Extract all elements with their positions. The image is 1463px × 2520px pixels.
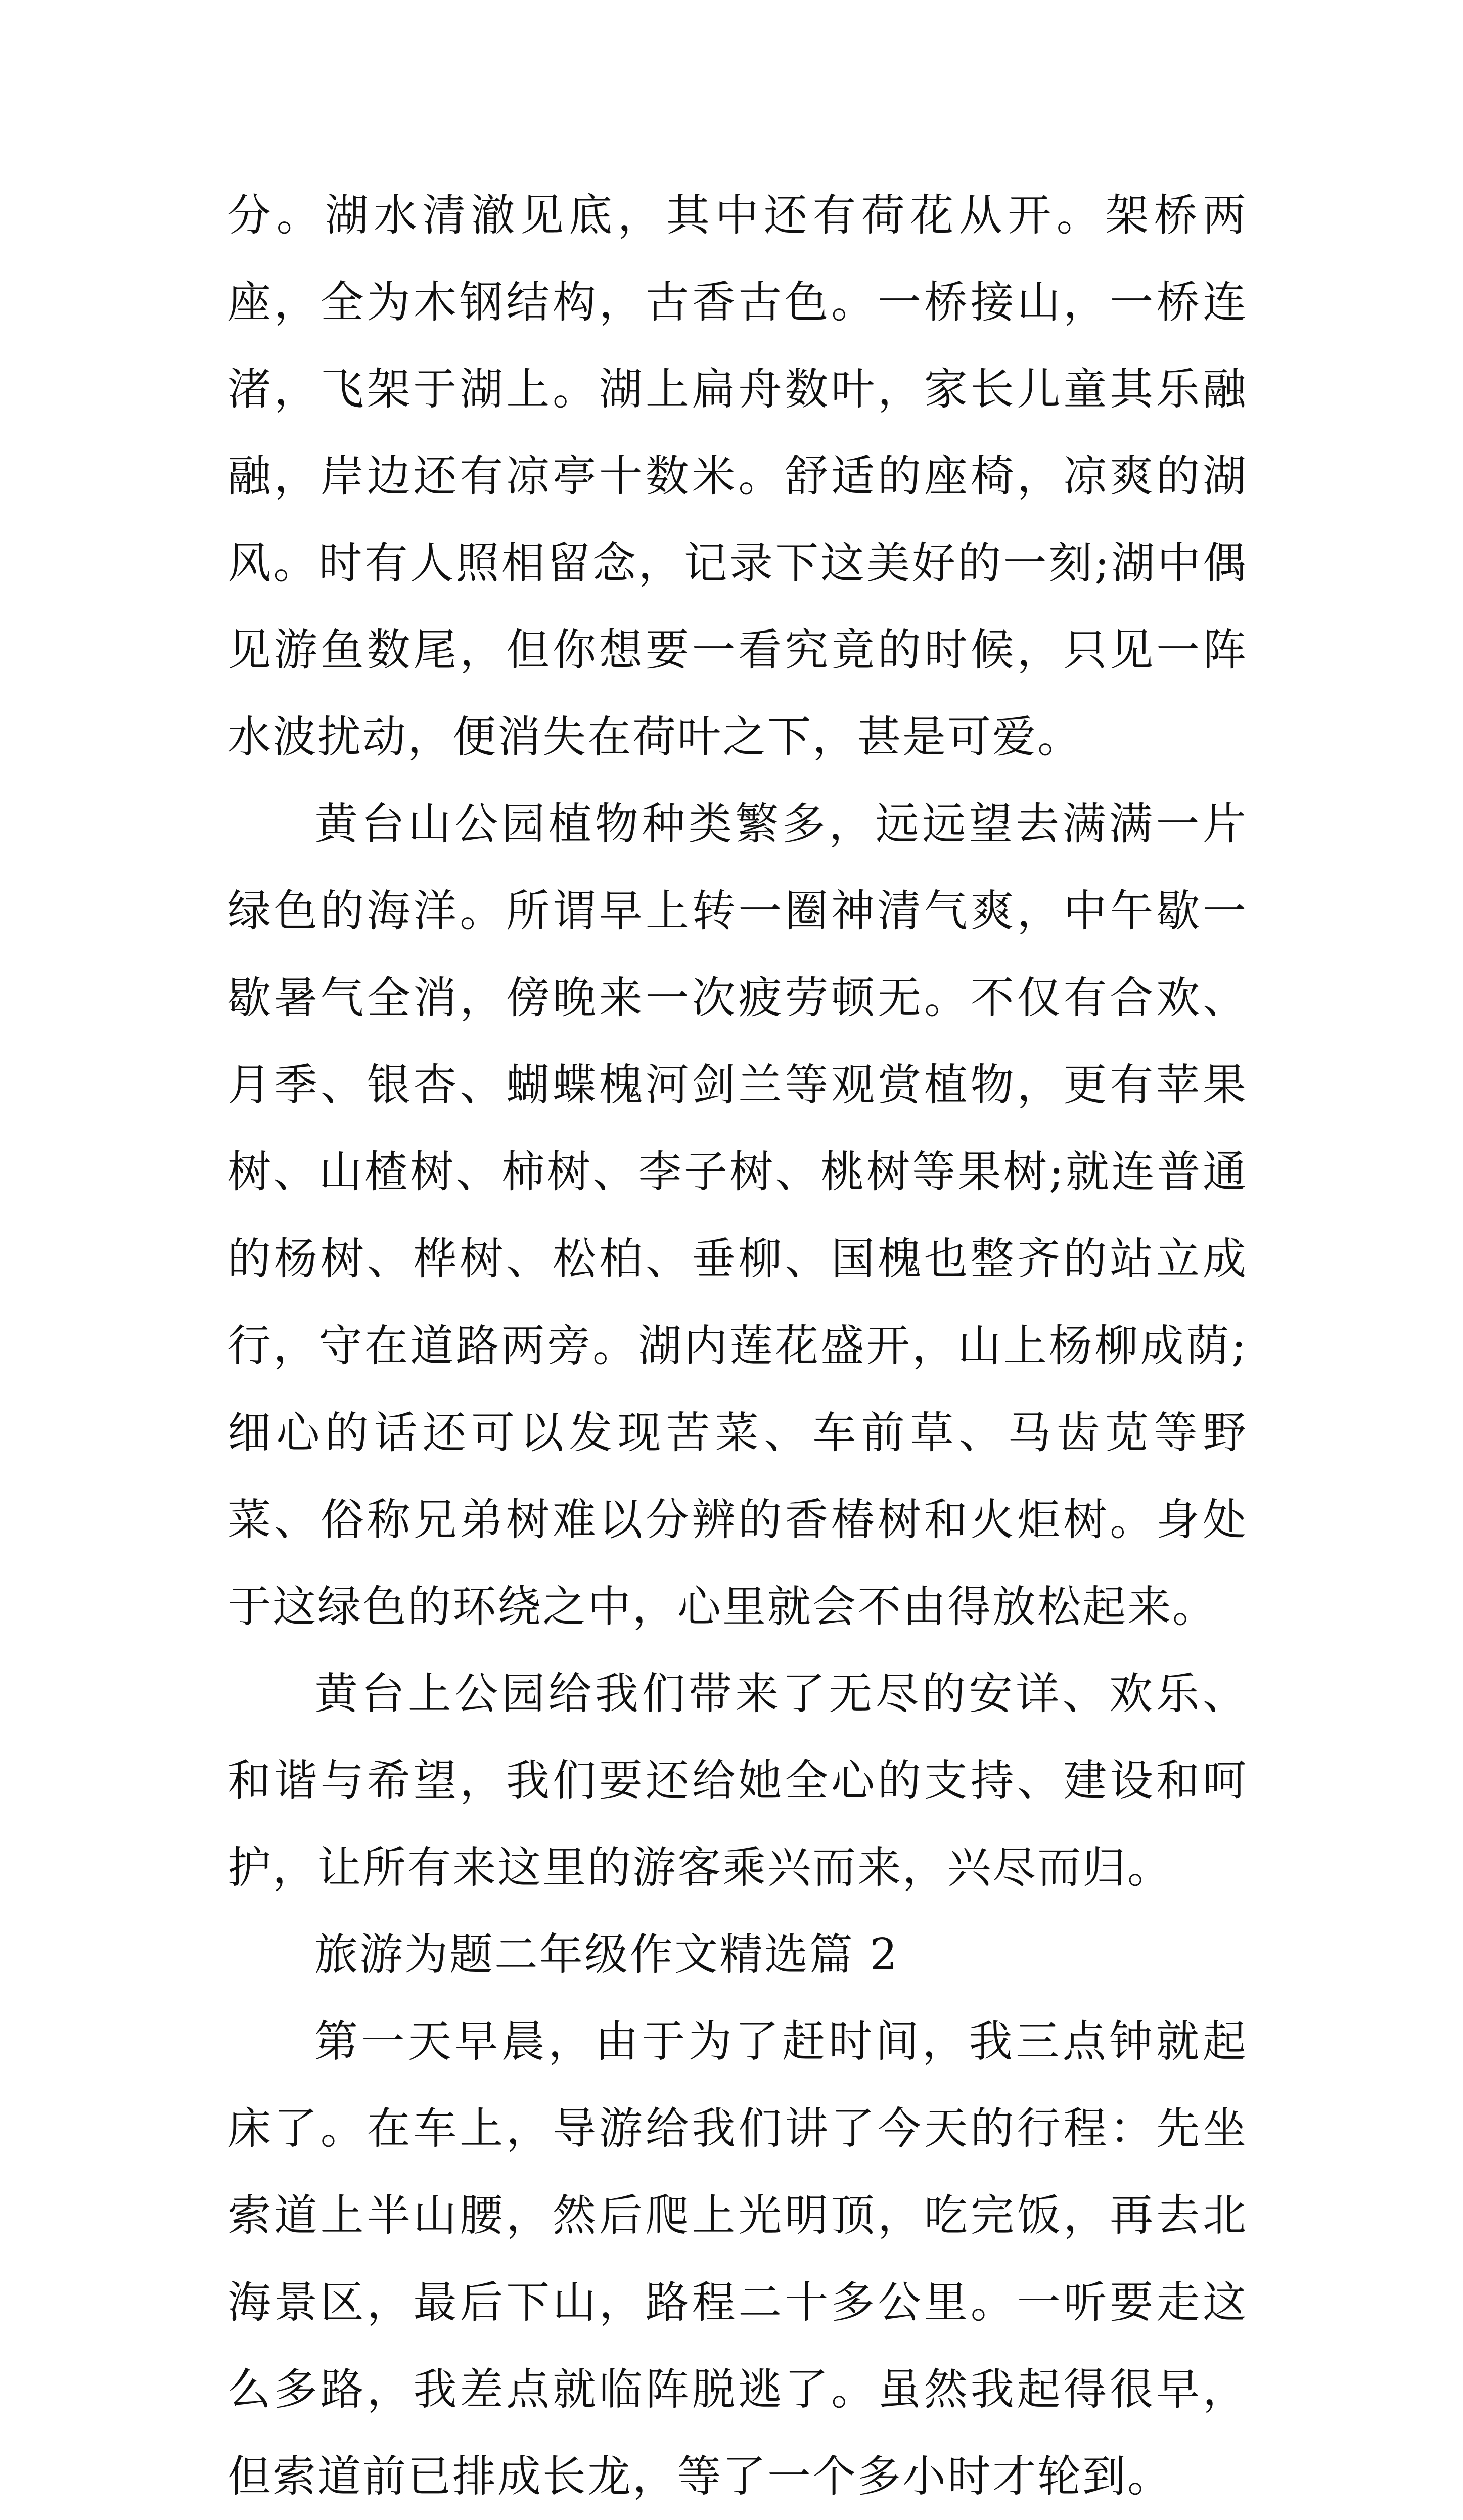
paragraph-first-day: 第一天早晨，由于为了赶时间，我三点钟就起床了。在车上，导游给我们讲了今天的行程：先坐索道上半山腰，然后爬上光明顶，吃完饭，再去北海景区，最后下山，路程二十多公里。一听要走这么多路，我差点就临阵脱逃了。虽然我起得很早，但索道前已排成长龙，等了一个多小时才轮到。: [227, 2016, 1248, 2502]
section-heading: 旅游为题二年级作文精选篇 2: [314, 1929, 899, 1980]
paragraph-plants: 黄台山公园植物种类繁多，远远望去满满一片绿色的海洋。所谓早上转一圈神清气爽，中午歇一歇暑气全消，傍晚来一次疲劳顿无。不仅有合欢、月季、银杏、蝴蝶槐河剑兰等观赏植物，更有苹果树、山楂树、柿树、李子树、桃树等果树;就连普通的杨树、桦树、松柏、垂柳、国槐也整齐的站立成行，守在道路两旁。湖内莲花盛开，山上杨柳成荫;细心的话还可以发现苦菜、车前草、马齿苋等野菜、俗称兄弟树难以分辨的香椿树和火炬树。身处于这绿色的环绕之中，心里就会不由得放松起来。: [227, 799, 1248, 1632]
paragraph-conclusion: 黄台上公园给我们带来了无尽的安详、欢乐、和谐与希望，我们要还给她全心的支持、建设和呵护，让所有来这里的游客乘兴而来，兴尽而归。: [227, 1669, 1248, 1893]
paragraph-lake: 分。湖水清澈见底，其中还有荷花从开。架桥两座，全为木钢结构，古香古色。一桥接山，一桥连渚，飞架于湖上。湖上扁舟数叶，家长儿童其乐融融，岸边还有凉亭十数米。舒适的座椅，凉爽的湖风。时有人照相留念，记录下这美好的一刻;湖中偶见游鱼数尾，但你想要一看究竟的时候，只见一阵水波扰动，便消失在荷叶之下，甚是可爱。: [227, 190, 1248, 762]
document-page: [227, 172, 1248, 2520]
